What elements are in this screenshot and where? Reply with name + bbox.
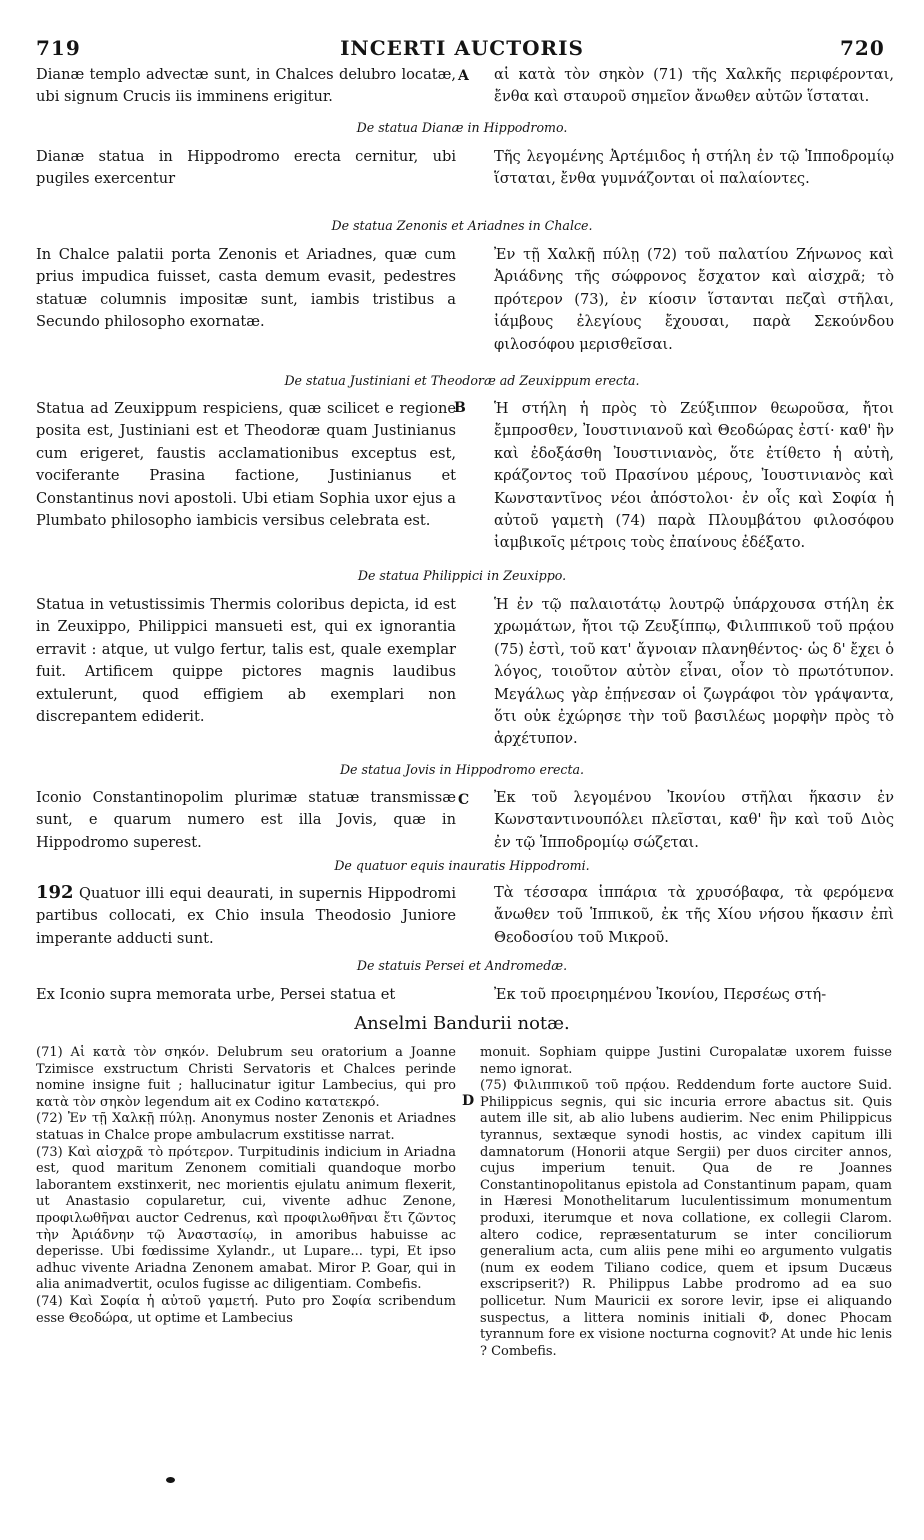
greek-text: Τῆς λεγομένης Ἀρτέμιδος ἡ στήλη ἐν τῷ Ἱπποδρομίῳ ἵσταται, ἔνθα γυμνάζονται οἱ παλαίοντες. [494, 148, 894, 188]
section-heading: De statua Justiniani et Theodoræ ad Zeuxippum erecta. [284, 373, 640, 388]
note-paragraph: monuit. Sophiam quippe Justini Curopalatæ uxorem fuisse nemo ignorat. [480, 1045, 892, 1077]
greek-text: Ἡ στήλη ἡ πρὸς τὸ Ζεύξιππον θεωροῦσα, ἤτοι ἔμπροσθεν, Ἰουστινιανοῦ καὶ Θεοδώρας ἐστί· καθ' ἣν καὶ ἐδοξάσθη Ἰουστινιανὸς, ὅτε ἐτίθετο ἡ αὐτὴ, κράζοντος τοῦ Πρασίνου μέρους, Ἰουστινιανὸς καὶ Κωνσταντῖνος νέοι ἀπόστολοι· ἐν οἷς καὶ Σοφία ἡ αὐτοῦ γαμετὴ (74) παρὰ Πλουμβάτου φιλοσόφου ἰαμβικοῖς μέτροις τοὺς ἐπαίνους ἐδέξατο. [494, 400, 894, 552]
greek-text: Τὰ τέσσαρα ἱππάρια τὰ χρυσόβαφα, τὰ φερόμενα ἄνωθεν τοῦ Ἱππικοῦ, ἐκ τῆς Χίου νήσου ἥκασιν ἐπὶ Θεοδοσίου τοῦ Μικροῦ. [494, 884, 894, 946]
margin-letter-c: C [458, 792, 470, 808]
latin-text: Statua in vetustissimis Thermis coloribus depicta, id est in Zeuxippo, Philippici mansueti est, qui ex ignorantia erravit : atque, ut vulgo fertur, talis est, quale exemplar fuit. Artificem quippe pictores magnis laudibus extulerunt, quod effigiem ab exemplari non discrepantem ediderit. [36, 596, 456, 726]
latin-text: Dianæ templo advectæ sunt, in Chalces delubro locatæ, ubi signum Crucis iis imminens erigitur. [36, 66, 456, 106]
note-paragraph: (75) Φιλιππικοῦ τοῦ πρᾴου. Reddendum forte auctore Suid. Philippicus segnis, qui sic incuria errore abactus sit. Quis autem ille sit, ab alio lubens audierim. Nec enim Philippicus tyrannus, sextæque synodi hostis, ac vindex capitum illi damnatorum (Honorii atque Sergii) per duos circiter annos, cujus imperium tenuit. Qua de re Joannes Constantinopolitanus epistola ad Constantinum papam, quam in Hæresi Monothelitarum luculentissimum monumentum produxi, iterumque et nova collatione, ex collegii Clarom. altero codice, repræsentaturum se inter conciliorum generalium acta, cum aliis pene mihi eo argumento vulgatis (num ex eodem Tiliano codice, quem et ipsum Ducæus exscripserit?) R. Philippus Labbe prodromo ad ea suo pollicetur. Num Mauricii ex sorore levir, ipse ei aliquando suspectus, a littera nominis initiali Φ, donec Phocam tyrannum fore ex visione nocturna cognovit? At unde hic lenis ? Combefis. [480, 1078, 892, 1359]
greek-text: Ἐκ τοῦ προειρημένου Ἰκονίου, Περσέως στή- [494, 986, 827, 1003]
notes-right-column [480, 1045, 892, 1360]
margin-page-number: 192 [36, 882, 74, 903]
note-paragraph: (73) Καὶ αἰσχρᾶ τὸ πρότερον. Turpitudinis indicium in Ariadna est, quod maritum Zenonem comitiali quandoque morbo laborantem exstinxerit, nec morientis ejulatu animum flexerit, ut Anastasio copularetur, cui, vivente adhuc Zenone, προφιλωθῆναι auctor Cedrenus, καὶ προφιλωθῆναι ἔτι ζῶντος τὴν Ἀριάδνην τῷ Ἀναστασίῳ, in amoribus habuisse ac deperisse. Ubi fœdissime Xylandr., ut Lupare... typi, Et ipso adhuc vivente Ariadna Zenonem amabat. Miror P. Goar, qui in alia animadvertit, oculos fugisse ac diligentiam. Combefis. [36, 1144, 456, 1293]
notes-title: Anselmi Bandurii notæ. [354, 1013, 570, 1034]
latin-text: Dianæ statua in Hippodromo erecta cernitur, ubi pugiles exercentur [36, 148, 456, 188]
latin-paragraph [36, 882, 456, 950]
latin-text: Statua ad Zeuxippum respiciens, quæ scilicet e regione posita est, Justiniani est et Theodoræ quam Justinianus cum erigeret, faustis acclamationibus exceptus est, vociferante Prasina factione, Justinianus et Constantinus novi apostoli. Ubi etiam Sophia uxor ejus a Plumbato philosopho iambicis versibus celebrata est. [36, 400, 456, 530]
margin-letter-a: A [458, 68, 469, 84]
greek-text: Ἐκ τοῦ λεγομένου Ἰκονίου στῆλαι ἥκασιν ἐν Κωνσταντινουπόλει πλεῖσται, καθ' ἣν καὶ τοῦ Διὸς ἐν τῷ Ἱπποδρομίῳ σώζεται. [494, 789, 894, 851]
margin-letter-b: B [454, 400, 466, 416]
section-heading: De statua Dianæ in Hippodromo. [356, 120, 568, 135]
latin-text: Iconio Constantinopolim plurimæ statuæ transmissæ sunt, e quarum numero est illa Jovis, quæ in Hippodromo superest. [36, 789, 456, 851]
note-paragraph: (74) Καὶ Σοφία ἡ αὐτοῦ γαμετή. Puto pro Σοφία scribendum esse Θεοδώρα, ut optime et Lambecius [36, 1293, 456, 1326]
greek-text: αἱ κατὰ τὸν σηκὸν (71) τῆς Χαλκῆς περιφέρονται, ἔνθα καὶ σταυροῦ σημεῖον ἄνωθεν αὐτῶν ἵσταται. [494, 66, 894, 106]
section-heading: De quatuor equis inauratis Hippodromi. [334, 858, 590, 873]
latin-text: In Chalce palatii porta Zenonis et Ariadnes, quæ cum prius impudica fuisset, casta demum evasit, pedestres statuæ columnis impositæ sunt, iambis tristibus a Secundo philosopho exornatæ. [36, 246, 456, 331]
running-title: INCERTI AUCTORIS [340, 36, 584, 60]
page-number-left: 719 [36, 36, 81, 60]
section-heading: De statua Philippici in Zeuxippo. [357, 568, 567, 583]
section-heading: De statuis Persei et Andromedæ. [356, 958, 568, 973]
section-heading: De statua Jovis in Hippodromo erecta. [339, 762, 585, 777]
latin-text: Ex Iconio supra memorata urbe, Persei statua et [36, 986, 396, 1003]
section-heading: De statua Zenonis et Ariadnes in Chalce. [331, 218, 593, 233]
page-number-right: 720 [840, 36, 885, 60]
latin-text: Quatuor illi equi deaurati, in supernis Hippodromi partibus collocati, ex Chio insula Theodosio Juniore imperante adducti sunt. [36, 885, 457, 947]
greek-text: Ἡ ἐν τῷ παλαιοτάτῳ λουτρῷ ὑπάρχουσα στήλη ἐκ χρωμάτων, ἤτοι τῷ Ζευξίππῳ, Φιλιππικοῦ τοῦ πρᾴου (75) ἐστὶ, τοῦ κατ' ἄγνοιαν πλανηθέντος· ὡς δ' ἔχει ὁ λόγος, τοιοῦτον αὐτὸν εἶναι, οἷον τὸ πρωτότυπον. Μεγάλως γὰρ ἐπῄνεσαν οἱ ζωγράφοι τὸν γράψαντα, ὅτι οὐκ ἐχώρησε τὴν τοῦ βασιλέως μορφὴν πρὸς τὸ ἀρχέτυπον. [494, 596, 894, 748]
ink-speck [166, 1477, 175, 1483]
greek-text: Ἐν τῇ Χαλκῇ πύλῃ (72) τοῦ παλατίου Ζήνωνος καὶ Ἀριάδνης τῆς σώφρονος ἔσχατον καὶ αἰσχρᾶ; τὸ πρότερον (73), ἐν κίοσιν ἵστανται πεζαὶ στῆλαι, ἰάμβους ἐλεγίους ἔχουσαι, παρὰ Σεκούνδου φιλοσόφου μερισθεῖσαι. [494, 246, 894, 353]
note-paragraph: (71) Αἱ κατὰ τὸν σηκόν. Delubrum seu oratorium a Joanne Tzimisce exstructum Christi Servatoris et Chalces perinde nomine insigne fuit ; hallucinatur igitur Lambecius, qui pro κατὰ τὸν σηκὸν legendum ait ex Codino κατατεκρό. [36, 1045, 456, 1110]
note-paragraph: (72) Ἐν τῇ Χαλκῇ πύλῃ. Anonymus noster Zenonis et Ariadnes statuas in Chalce prope ambulacrum exstitisse narrat. [36, 1111, 456, 1143]
margin-letter-d: D [462, 1093, 475, 1109]
notes-left-column [36, 1045, 456, 1327]
